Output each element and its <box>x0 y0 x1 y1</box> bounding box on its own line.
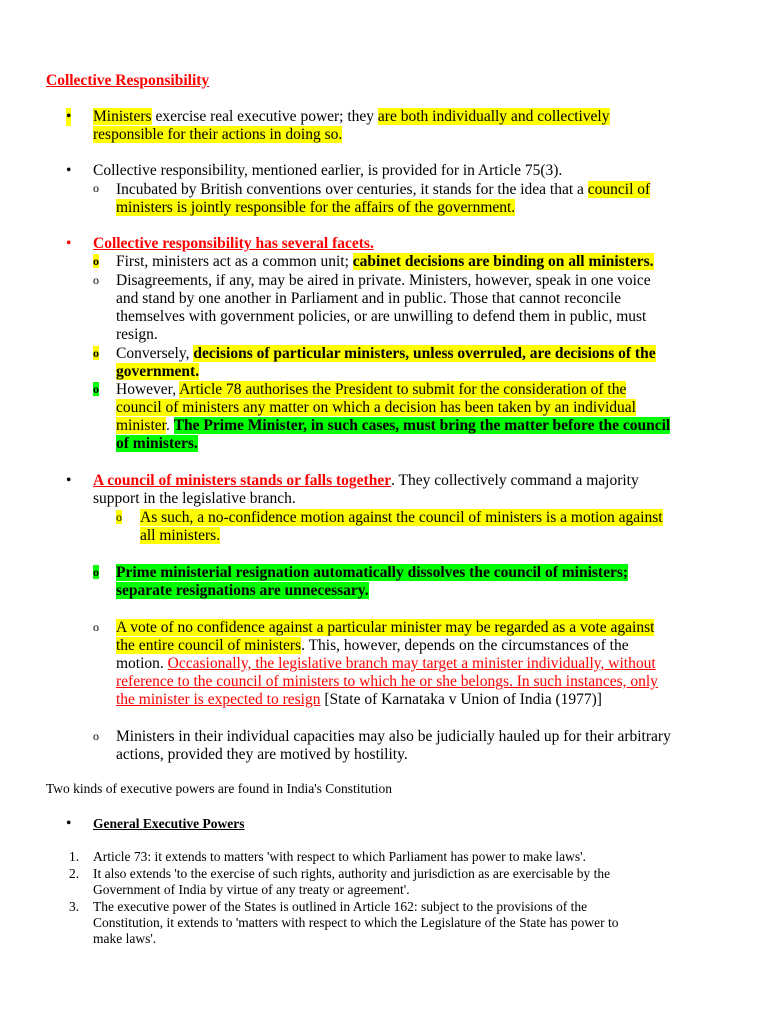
b3-sub1-text: First, ministers act as a common unit; <box>116 253 353 270</box>
sub-bullet-marker: o <box>93 382 99 396</box>
b1-text: exercise real executive power; they <box>151 108 378 125</box>
b3-sub3-line1 <box>116 345 656 363</box>
b4-sub1-highlight: As such, a no-confidence motion against the council of ministers is a motion against <box>140 509 663 526</box>
sub-bullet-marker: o <box>93 565 99 579</box>
b1-highlight: are both individually and collectively <box>377 108 610 125</box>
b3-sub4-highlight: Article 78 authorises the President to submit for the consideration of the <box>179 381 627 398</box>
b4-line2: support in the legislative branch. <box>93 490 296 507</box>
b3-sub2-line3: themselves with government policies, or are unwilling to defend them in public, must <box>116 308 647 325</box>
list-item-3-line2: Constitution, it extends to 'matters with respect to which the Legislature of the State has power to <box>93 915 619 930</box>
list-item-3-line1: The executive power of the States is outlined in Article 162: subject to the provisions of the <box>93 899 588 914</box>
b4-sub3-highlight-2: the entire council of ministers <box>116 637 302 654</box>
sub-bullet-marker: o <box>93 254 99 268</box>
b4-sub2-green: Prime ministerial resignation automatically dissolves the council of ministers; <box>116 564 629 581</box>
list-item-2-line1: It also extends 'to the exercise of such rights, authority and jurisdiction as are exercisable by the <box>93 866 611 881</box>
b4-sub3-red: Occasionally, the legislative branch may target a minister individually, without <box>167 655 656 672</box>
b1-ministers: Ministers <box>93 108 152 125</box>
section-heading: General Executive Powers <box>93 816 245 831</box>
b3-sub4-green: The Prime Minister, in such cases, must bring the matter before the council <box>173 417 671 434</box>
b1-highlight-2: responsible for their actions in doing so. <box>93 126 343 143</box>
b3-sub1 <box>116 253 654 271</box>
list-item-2-line2: Government of India by virtue of any treaty or agreement'. <box>93 882 410 897</box>
b4-sub3-line1 <box>116 619 654 637</box>
b3-sub3-highlight-2: government. <box>116 363 200 380</box>
sub-bullet-marker: o <box>93 729 99 743</box>
b3-sub4-green-2: of ministers. <box>116 435 198 452</box>
b4-sub2-green-2: separate resignations are unnecessary. <box>116 582 369 599</box>
b3-sub4-line4 <box>116 435 198 453</box>
b3-sub4-line3 <box>116 417 670 435</box>
intro-paragraph: Two kinds of executive powers are found in India's Constitution <box>46 781 393 796</box>
b3-sub4-text: However, <box>116 381 180 398</box>
list-number: 2. <box>69 866 80 881</box>
sub-bullet-marker: o <box>93 346 99 360</box>
b4-sub3-line2 <box>116 637 629 655</box>
b4-sub2-line2 <box>116 582 369 600</box>
b4-sub2-line1 <box>116 564 628 582</box>
b3-sub4-period: . <box>165 417 174 434</box>
b4-sub1-highlight-2: all ministers. <box>140 527 221 544</box>
b3-sub4-highlight-2: council of ministers any matter on which a decision has been taken by an individual <box>116 399 636 416</box>
sub-bullet-marker: o <box>93 273 99 287</box>
b4-sub3-line4: reference to the council of ministers to which he or she belongs. In such instances, only <box>116 673 658 690</box>
b4-sub3-highlight: A vote of no confidence against a particular minister may be regarded as a vote against <box>116 619 655 636</box>
bullet-marker: • <box>66 815 72 832</box>
b4-line1 <box>93 472 639 490</box>
bullet-marker: • <box>66 162 72 179</box>
sub-bullet-marker: o <box>93 181 99 195</box>
b2-sub1-line2 <box>116 199 515 217</box>
bullet-marker: • <box>66 235 72 252</box>
bullet-marker: • <box>66 472 72 489</box>
b4-sub1-line2 <box>140 527 220 545</box>
b3-sub3-text: Conversely, <box>116 345 194 362</box>
b4-sub3-motion: motion. <box>116 655 168 672</box>
b4-heading: A council of ministers stands or falls together <box>93 472 392 489</box>
b1-line1 <box>93 108 610 126</box>
b3-heading: Collective responsibility has several facets. <box>93 235 374 252</box>
b3-sub1-highlight: cabinet decisions are binding on all ministers. <box>352 253 654 270</box>
bullet-marker: • <box>66 108 72 125</box>
sub-bullet-marker: o <box>93 620 99 634</box>
b3-sub4-line2 <box>116 399 636 417</box>
sub-bullet-marker: o <box>116 510 122 524</box>
b3-sub4-line1 <box>116 381 626 399</box>
b2-sub1-highlight-2: ministers is jointly responsible for the affairs of the government. <box>116 199 516 216</box>
b3-sub2-line1: Disagreements, if any, may be aired in private. Ministers, however, speak in one voice <box>116 272 651 289</box>
list-item-3-line3: make laws'. <box>93 931 157 946</box>
b3-sub2-line4: resign. <box>116 326 158 343</box>
b4-sub1-line1 <box>140 509 663 527</box>
b3-sub4-minister: minister <box>116 417 166 434</box>
b4-sub3-line5 <box>116 691 602 709</box>
list-number: 3. <box>69 899 80 914</box>
b4-sub4-line2: actions, provided they are motived by hostility. <box>116 746 408 763</box>
b4-sub3-red-2: the minister is expected to resign <box>116 691 321 708</box>
b4-sub4-line1: Ministers in their individual capacities may also be judicially hauled up for their arbitrary <box>116 728 671 745</box>
b2-sub1-highlight: council of <box>587 181 651 198</box>
b2-line1: Collective responsibility, mentioned earlier, is provided for in Article 75(3). <box>93 162 563 179</box>
b2-sub1-text: Incubated by British conventions over centuries, it stands for the idea that a <box>116 181 588 198</box>
b4-sub3-line3 <box>116 655 656 673</box>
b3-sub3-line2 <box>116 363 199 381</box>
b3-sub2-line2: and stand by one another in Parliament and in public. Those that cannot reconcile <box>116 290 622 307</box>
b4-text: . They collectively command a majority <box>391 472 639 489</box>
b4-sub3-text: . This, however, depends on the circumstances of the <box>301 637 629 654</box>
page-title: Collective Responsibility <box>46 72 210 89</box>
list-number: 1. <box>69 849 80 864</box>
b1-line2 <box>93 126 342 144</box>
b3-sub3-highlight: decisions of particular ministers, unless overruled, are decisions of the <box>193 345 656 362</box>
b4-sub3-citation: [State of Karnataka v Union of India (1977)] <box>320 691 602 708</box>
b2-sub1-line1 <box>116 181 650 199</box>
list-item-1: Article 73: it extends to matters 'with respect to which Parliament has power to make laws'. <box>93 849 586 864</box>
